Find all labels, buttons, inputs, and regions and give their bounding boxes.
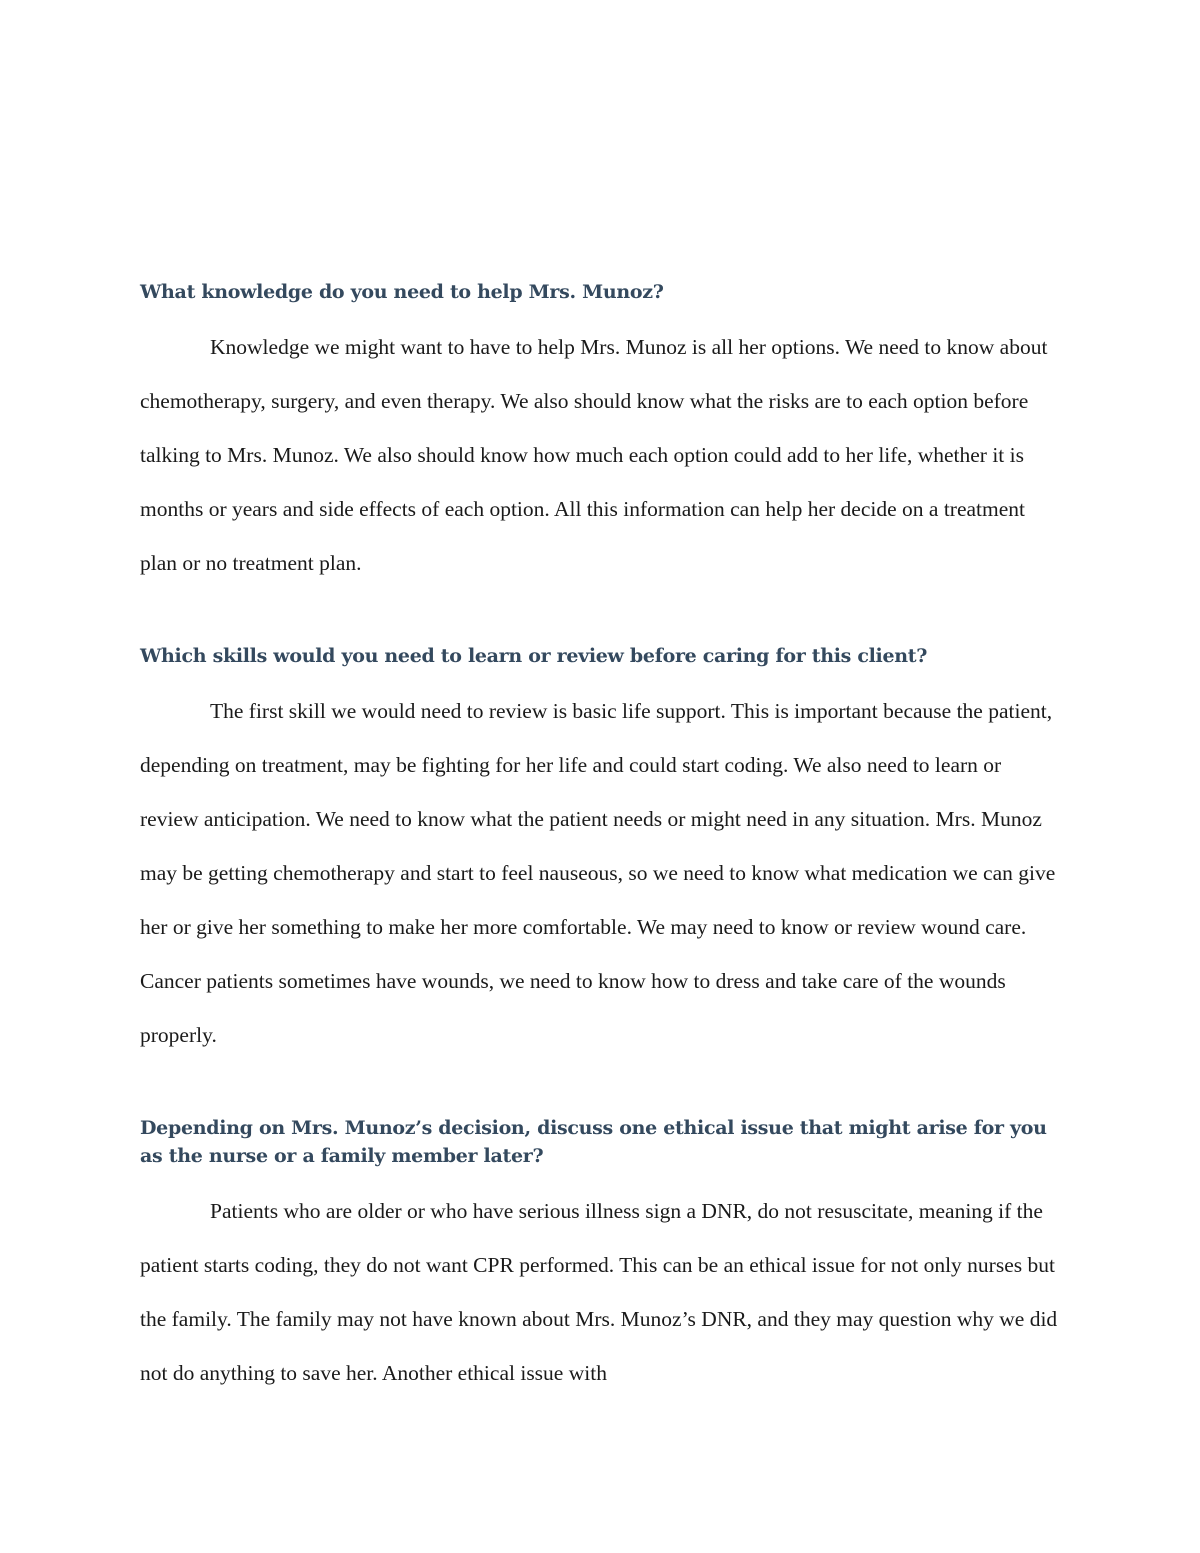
answer-paragraph-2: The first skill we would need to review is basic life support. This is important because the patient, depending on treatment, may be fighting for her life and could start coding. We also need to learn or review anticipation. We need to know what the patient needs or might need in any situation. Mrs. Munoz may be getting chemotherapy and start to feel nauseous, so we need to know what medication we can give her or give her something to make her more comfortable. We may need to know or review wound care. Cancer patients sometimes have wounds, we need to know how to dress and take care of the wounds properly. [140, 699, 1056, 1047]
question-heading-3: Depending on Mrs. Munoz’s decision, discuss one ethical issue that might arise for you as the nurse or a family member later? [140, 1117, 1047, 1167]
answer-paragraph-3: Patients who are older or who have serious illness sign a DNR, do not resuscitate, meaning if the patient starts coding, they do not want CPR performed. This can be an ethical issue for not only nurses but the family. The family may not have known about Mrs. Munoz’s DNR, and they may question why we did not do anything to save her. Another ethical issue with [140, 1199, 1058, 1385]
question-heading-2: Which skills would you need to learn or review before caring for this client? [140, 645, 928, 667]
question-heading-1: What knowledge do you need to help Mrs. Munoz? [140, 281, 664, 303]
document-body [140, 278, 1060, 1400]
answer-paragraph-1: Knowledge we might want to have to help Mrs. Munoz is all her options. We need to know about chemotherapy, surgery, and even therapy. We also should know what the risks are to each option before talking to Mrs. Munoz. We also should know how much each option could add to her life, whether it is months or years and side effects of each option. All this information can help her decide on a treatment plan or no treatment plan. [140, 335, 1048, 575]
